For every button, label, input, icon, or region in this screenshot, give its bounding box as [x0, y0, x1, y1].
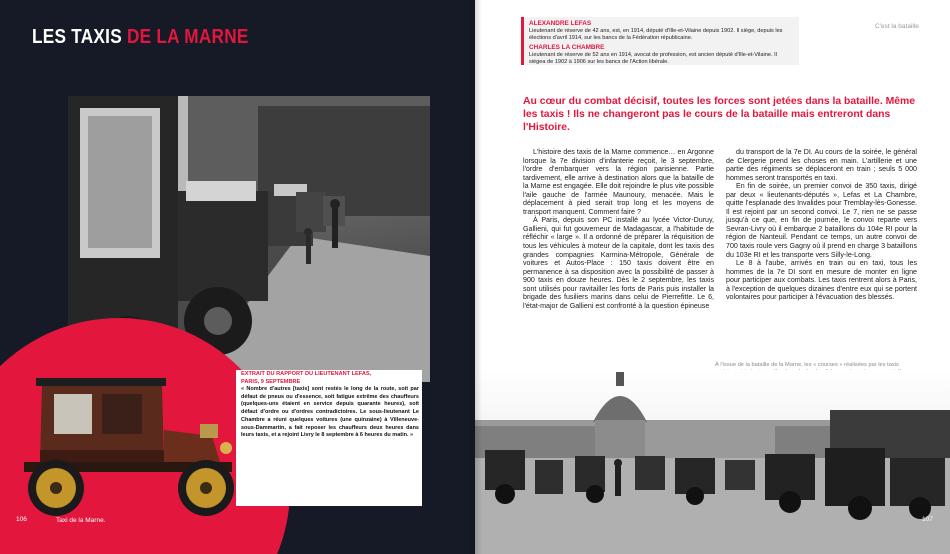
quote-heading	[241, 371, 419, 386]
col2-paragraph: Le 8 à l'aube, arrivés en train ou en taxi, tous les hommes de la 7e DI sont en mesure de monter en ligne pour participer aux combats. Les taxis rentrent alors à Paris, à l'exception de quelques dizaines d'entre eux qui se portent volontaires pour participer à l'évacuation des blessés.	[726, 259, 917, 302]
bio-text-lachambre: Lieutenant de réserve de 52 ans en 1914, avocat de profession, est ancien député d'Ille-et-Vilaine. Il siégea de 1902 à 1906 sur les bancs de l'Action libérale.	[529, 52, 777, 66]
col2-paragraph: du transport de la 7e DI. Au cours de la soirée, le général de Clergerie prend les choses en main. L'artillerie et une partie des régiments se déplaceront en train ; seuls 5 000 hommes seront transportés en taxi.	[726, 148, 917, 182]
page-number-left: 106	[16, 516, 27, 523]
title-main: LES TAXIS	[32, 26, 127, 48]
quote-heading-line1: EXTRAIT DU RAPPORT DU LIEUTENANT LEFAS,	[241, 371, 372, 377]
col1-paragraph: À Paris, depuis son PC installé au lycée Victor-Duruy, Gallieni, qui fut gouverneur de Madagascar, a l'habitude de réfléchir « large ». Il a ordonné de préparer la réquisition de tous les véhicules à moteur de la capitale, dont les taxis des grandes compagnies Karmina-Métropole, Générale de voitures et Autos-Place : 150 taxis doivent être en permanence à sa disposition avec la possibilité de passer à 900 taxis en douze heures. Dès le 2 septembre, les taxis sont utilisés pour ravitailler les forts de Paris puis installer la brigade des fusiliers marins dans celui de Pierrefitte. Le 6, l'état-major de Gallieni est confronté à la question épineuse	[523, 216, 714, 310]
running-header: C'est la bataille	[875, 23, 919, 30]
quote-heading-line2: PARIS, 9 SEPTEMBRE	[241, 378, 301, 385]
body-column-2	[726, 148, 917, 302]
bio-name-lachambre: CHARLES LA CHAMBRE	[529, 44, 605, 51]
right-page	[475, 0, 950, 554]
invalides-illustration	[475, 370, 950, 554]
page-number-right: 107	[922, 516, 933, 523]
bio-text-lefas: Lieutenant de réserve de 42 ans, est, en 1914, député d'Ille-et-Vilaine depuis 1902. Il siège, depuis les élections d'avril 1914, sur les bancs de la Fédération républicaine.	[529, 28, 783, 42]
col2-paragraph: En fin de soirée, un premier convoi de 350 taxis, dirigé par deux « lieutenants-députés », Lefas et La Chambre, quitte l'esplanade des Invalides pour Tremblay-lès-Gonesse. Il est rejoint par un second convoi. Le 7, rien ne se passe jusqu'à ce que, en fin de journée, le convoi reparte vers Sevran-Livry où il embarque 2 bataillons du 104e RI pour la région de Nanteuil. Pendant ce temps, un autre convoi de 700 taxis roule vers Gagny où il prend en charge 3 bataillons du 103e RI et les transporte vers Silly-le-Long.	[726, 182, 917, 259]
bio-box	[521, 17, 799, 65]
body-column-1	[523, 148, 714, 310]
photo-caption: À l'issue de la bataille de la Marne, les « courses » réalisées par les taxis	[715, 362, 899, 368]
taxi-illustration	[14, 370, 254, 522]
spread-title	[32, 26, 249, 49]
quote-body: « Nombre d'autres [taxis] sont restés le long de la route, soit par défaut de pneus ou d'essence, soit fatigue extrême des chauffeurs (quelques-uns étaient en service depuis quarante heures), soit défaut d'ordre ou d'ordres contradictoires. Le sous-lieutenant Le Chambre a réuni quelques voitures (une quinzaine) à Villeneuve-sous-Dammartin, a fait reposer les chauffeurs deux heures dans leurs taxis, et a rejoint Livry le 8 septembre à 6 heures du matin. »	[241, 386, 419, 439]
bio-name-lefas: ALEXANDRE LEFAS	[529, 20, 592, 27]
title-accent: DE LA MARNE	[126, 26, 249, 48]
col1-paragraph: L'histoire des taxis de la Marne commence… en Argonne lorsque la 7e division d'infanterie reçoit, le 3 septembre, l'ordre d'embarquer vers la région parisienne. Partie tardivement, elle arrive à destination alors que la bataille de la Marne est engagée. Elle doit rejoindre le plus vite possible l'aile gauche de l'armée Maunoury, menacée. Mais le déplacement à pied serait trop long et les moyens de transport manquent. Comment faire ?	[523, 148, 714, 216]
taxi-caption: Taxi de la Marne.	[56, 517, 106, 524]
invalides-photo	[475, 370, 950, 554]
lead-paragraph: Au cœur du combat décisif, toutes les forces sont jetées dans la bataille. Même les taxis ! Ils ne changeront pas le cours de la bataille mais entreront dans l'Histoire.	[523, 96, 916, 133]
taxi-photo	[14, 370, 254, 522]
